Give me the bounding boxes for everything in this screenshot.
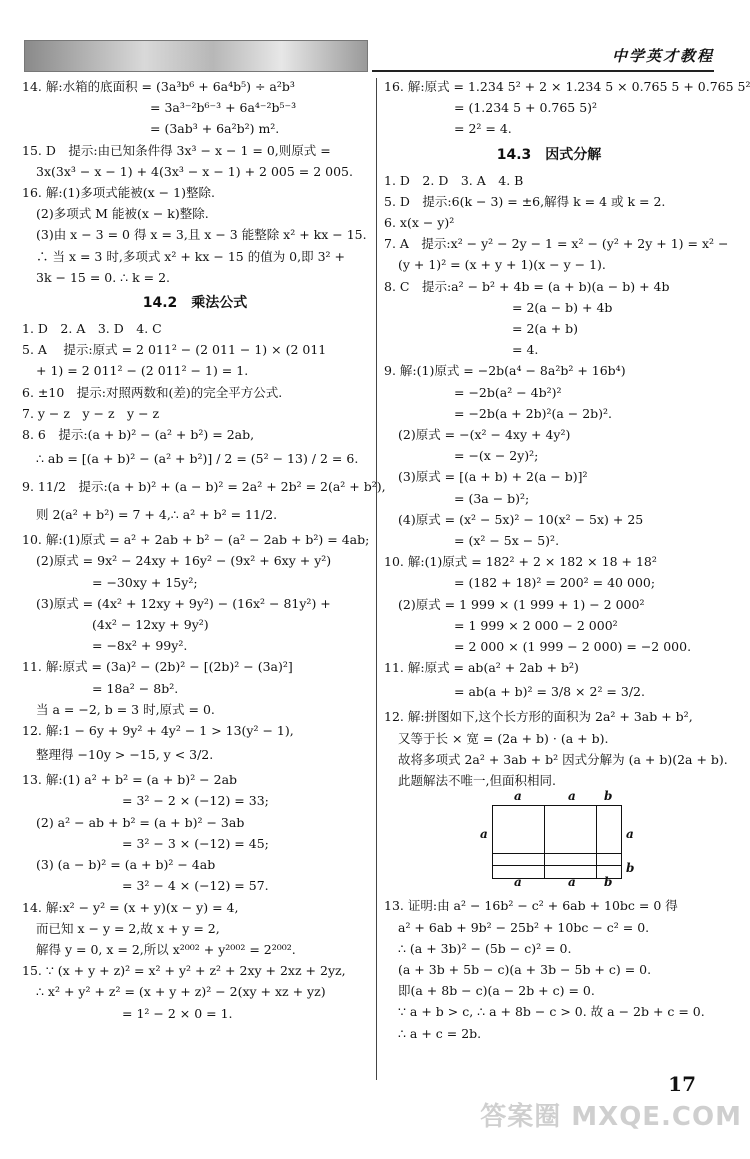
- answer-line: = 3² − 4 × (−12) = 57.: [122, 878, 269, 894]
- left-column: [22, 76, 386, 1024]
- watermark-text: 答案圈 MXQE.COM: [480, 1102, 742, 1132]
- answer-line: 解得 y = 0, x = 2,所以 x²⁰⁰² + y²⁰⁰² = 2²⁰⁰².: [36, 941, 296, 957]
- answer-line: = 2² = 4.: [454, 121, 512, 137]
- answer-line: = 1 999 × 2 000 − 2 000²: [454, 617, 618, 633]
- answer-line: = (3ab³ + 6a²b²) m².: [150, 121, 280, 137]
- answer-line: 9. 11/2 提示:(a + b)² + (a − b)² = 2a² + 2b² = 2(a² + b²),: [22, 479, 386, 495]
- answer-line: 14. 解:水箱的底面积 = (3a³b⁶ + 6a⁴b⁵) ÷ a²b³: [22, 79, 295, 94]
- answer-line: = −2b(a² − 4b²)²: [454, 384, 562, 400]
- answer-line: 又等于长 × 宽 = (2a + b) · (a + b).: [398, 730, 609, 746]
- figure-label-a: a: [568, 789, 576, 804]
- answer-line: = 1² − 2 × 0 = 1.: [122, 1005, 233, 1021]
- section-heading: 14.3 因式分解: [496, 146, 602, 163]
- header-rule: [372, 70, 714, 72]
- answer-line: (2) a² − ab + b² = (a + b)² − 3ab: [36, 814, 245, 830]
- answer-line: 5. A 提示:原式 = 2 011² − (2 011 − 1) × (2 011: [22, 342, 327, 358]
- answer-line: = 4.: [512, 342, 539, 358]
- answer-line: 6. ±10 提示:对照两数和(差)的完全平方公式.: [22, 384, 283, 400]
- answer-line: (4x² − 12xy + 9y²): [92, 617, 209, 633]
- answer-line: 1. D 2. D 3. A 4. B: [384, 172, 524, 188]
- answer-line: (2)原式 = 9x² − 24xy + 16y² − (9x² + 6xy + y²): [36, 553, 332, 569]
- figure-divider: [492, 865, 622, 866]
- answer-line: 12. 解:拼图如下,这个长方形的面积为 2a² + 3ab + b²,: [384, 709, 693, 725]
- answer-line: 10. 解:(1)原式 = 182² + 2 × 182 × 18 + 18²: [384, 554, 657, 570]
- answer-line: ∴ 当 x = 3 时,多项式 x² + kx − 15 的值为 0,即 3² +: [36, 248, 345, 264]
- answer-line: 当 a = −2, b = 3 时,原式 = 0.: [36, 701, 215, 717]
- figure-divider: [544, 805, 545, 878]
- answer-line: (3)原式 = (4x² + 12xy + 9y²) − (16x² − 81y²) +: [36, 595, 331, 611]
- answer-line: (3)由 x − 3 = 0 得 x = 3,且 x − 3 能整除 x² + kx − 15.: [36, 227, 367, 243]
- answer-line: ∴ ab = [(a + b)² − (a² + b²)] / 2 = (5² − 13) / 2 = 6.: [36, 451, 359, 467]
- answer-line: 11. 解:原式 = ab(a² + 2ab + b²): [384, 660, 579, 676]
- column-divider: [376, 78, 377, 1080]
- right-column-part-a: [384, 76, 750, 791]
- answer-line: ∵ a + b > c, ∴ a + 8b − c > 0. 故 a − 2b + c = 0.: [398, 1004, 705, 1020]
- answer-line: 7. y − z y − z y − z: [22, 405, 160, 421]
- answer-line: 16. 解:原式 = 1.234 5² + 2 × 1.234 5 × 0.765 5 + 0.765 5²: [384, 79, 750, 94]
- answer-line: = 2(a − b) + 4b: [512, 299, 613, 315]
- answer-line: (3) (a − b)² = (a + b)² − 4ab: [36, 857, 216, 873]
- answer-line: (2)多项式 M 能被(x − k)整除.: [36, 206, 209, 222]
- rectangle-tiling-figure: [480, 789, 635, 890]
- section-heading: 14.2 乘法公式: [142, 295, 248, 312]
- answer-line: = 3² − 3 × (−12) = 45;: [122, 835, 269, 851]
- answer-line: = 3² − 2 × (−12) = 33;: [122, 793, 269, 809]
- answer-line: = (x² − 5x − 5)².: [454, 533, 560, 549]
- answer-line: (3)原式 = [(a + b) + 2(a − b)]²: [398, 469, 588, 485]
- figure-label-a: a: [626, 827, 634, 842]
- answer-line: + 1) = 2 011² − (2 011² − 1) = 1.: [36, 363, 249, 379]
- answer-line: (y + 1)² = (x + y + 1)(x − y − 1).: [398, 257, 606, 273]
- answer-line: 则 2(a² + b²) = 7 + 4,∴ a² + b² = 11/2.: [36, 507, 278, 523]
- answer-line: = −30xy + 15y²;: [92, 574, 198, 590]
- figure-label-b: b: [626, 861, 635, 876]
- series-title: 中学英才教程: [611, 47, 714, 65]
- right-column: [384, 76, 750, 1044]
- answer-line: 此题解法不唯一,但面积相同.: [398, 773, 556, 789]
- answer-line: = −(x − 2y)²;: [454, 448, 539, 464]
- header-banner-image: [24, 40, 368, 72]
- answer-line: 7. A 提示:x² − y² − 2y − 1 = x² − (y² + 2y + 1) = x² −: [384, 236, 729, 252]
- answer-line: 3x(3x³ − x − 1) + 4(3x³ − x − 1) + 2 005 = 2 005.: [36, 163, 353, 179]
- figure-label-a: a: [514, 875, 522, 890]
- answer-line: 3k − 15 = 0. ∴ k = 2.: [36, 269, 171, 285]
- answer-line: (a + 3b + 5b − c)(a + 3b − 5b + c) = 0.: [398, 961, 652, 977]
- figure-divider: [596, 805, 597, 878]
- answer-line: 整理得 −10y > −15, y < 3/2.: [36, 747, 214, 763]
- answer-line: (2)原式 = −(x² − 4xy + 4y²): [398, 427, 571, 443]
- answer-line: 16. 解:(1)多项式能被(x − 1)整除.: [22, 185, 215, 201]
- figure-label-a: a: [480, 827, 488, 842]
- answer-line: 8. C 提示:a² − b² + 4b = (a + b)(a − b) + 4b: [384, 278, 670, 294]
- figure-label-a: a: [514, 789, 522, 804]
- page-number: 17: [668, 1072, 696, 1096]
- answer-line: = (182 + 18)² = 200² = 40 000;: [454, 575, 656, 591]
- right-column-part-b: [384, 895, 714, 1043]
- answer-line: = 2(a + b): [512, 321, 579, 337]
- figure-label-b: b: [604, 789, 613, 804]
- answer-line: ∴ x² + y² + z² = (x + y + z)² − 2(xy + xz + yz): [36, 984, 326, 1000]
- figure-label-a: a: [568, 875, 576, 890]
- answer-line: 9. 解:(1)原式 = −2b(a⁴ − 8a²b² + 16b⁴): [384, 363, 626, 379]
- answer-line: = −8x² + 99y².: [92, 638, 188, 654]
- answer-line: (2)原式 = 1 999 × (1 999 + 1) − 2 000²: [398, 596, 645, 612]
- answer-line: = 3a³⁻²b⁶⁻³ + 6a⁴⁻²b⁵⁻³: [150, 100, 297, 116]
- figure-outer-rect: [492, 805, 622, 879]
- page-header: [0, 0, 750, 72]
- answer-line: 8. 6 提示:(a + b)² − (a² + b²) = 2ab,: [22, 427, 255, 443]
- answer-line: = (1.234 5 + 0.765 5)²: [454, 100, 598, 116]
- answer-line: 6. x(x − y)²: [384, 215, 455, 231]
- answer-line: 5. D 提示:6(k − 3) = ±6,解得 k = 4 或 k = 2.: [384, 193, 666, 209]
- answer-line: 1. D 2. A 3. D 4. C: [22, 321, 162, 337]
- figure-divider: [492, 853, 622, 854]
- answer-line: 15. D 提示:由已知条件得 3x³ − x − 1 = 0,则原式 =: [22, 142, 331, 158]
- answer-line: = 2 000 × (1 999 − 2 000) = −2 000.: [454, 639, 692, 655]
- answer-line: 12. 解:1 − 6y + 9y² + 4y² − 1 > 13(y² − 1),: [22, 723, 294, 739]
- answer-line: = ab(a + b)² = 3/8 × 2² = 3/2.: [454, 684, 645, 700]
- answer-line: 11. 解:原式 = (3a)² − (2b)² − [(2b)² − (3a)²]: [22, 659, 293, 675]
- answer-line: (4)原式 = (x² − 5x)² − 10(x² − 5x) + 25: [398, 511, 644, 527]
- answer-line: 15. ∵ (x + y + z)² = x² + y² + z² + 2xy + 2xz + 2yz,: [22, 963, 346, 979]
- answer-line: = 18a² − 8b².: [92, 680, 179, 696]
- answer-line: ∴ (a + 3b)² − (5b − c)² = 0.: [398, 940, 572, 956]
- answer-line: ∴ a + c = 2b.: [398, 1025, 482, 1041]
- answer-line: a² + 6ab + 9b² − 25b² + 10bc − c² = 0.: [398, 919, 650, 935]
- figure-label-b: b: [604, 875, 613, 890]
- answer-line: = −2b(a + 2b)²(a − 2b)².: [454, 405, 613, 421]
- answer-line: 而已知 x − y = 2,故 x + y = 2,: [36, 920, 220, 936]
- answer-line: 14. 解:x² − y² = (x + y)(x − y) = 4,: [22, 899, 239, 915]
- answer-line: = (3a − b)²;: [454, 490, 530, 506]
- answer-line: 故将多项式 2a² + 3ab + b² 因式分解为 (a + b)(2a + b).: [398, 751, 728, 767]
- answer-line: 13. 解:(1) a² + b² = (a + b)² − 2ab: [22, 772, 238, 788]
- answer-line: 即(a + 8b − c)(a − 2b + c) = 0.: [398, 983, 595, 999]
- answer-line: 13. 证明:由 a² − 16b² − c² + 6ab + 10bc = 0 得: [384, 898, 678, 914]
- answer-line: 10. 解:(1)原式 = a² + 2ab + b² − (a² − 2ab + b²) = 4ab;: [22, 532, 370, 548]
